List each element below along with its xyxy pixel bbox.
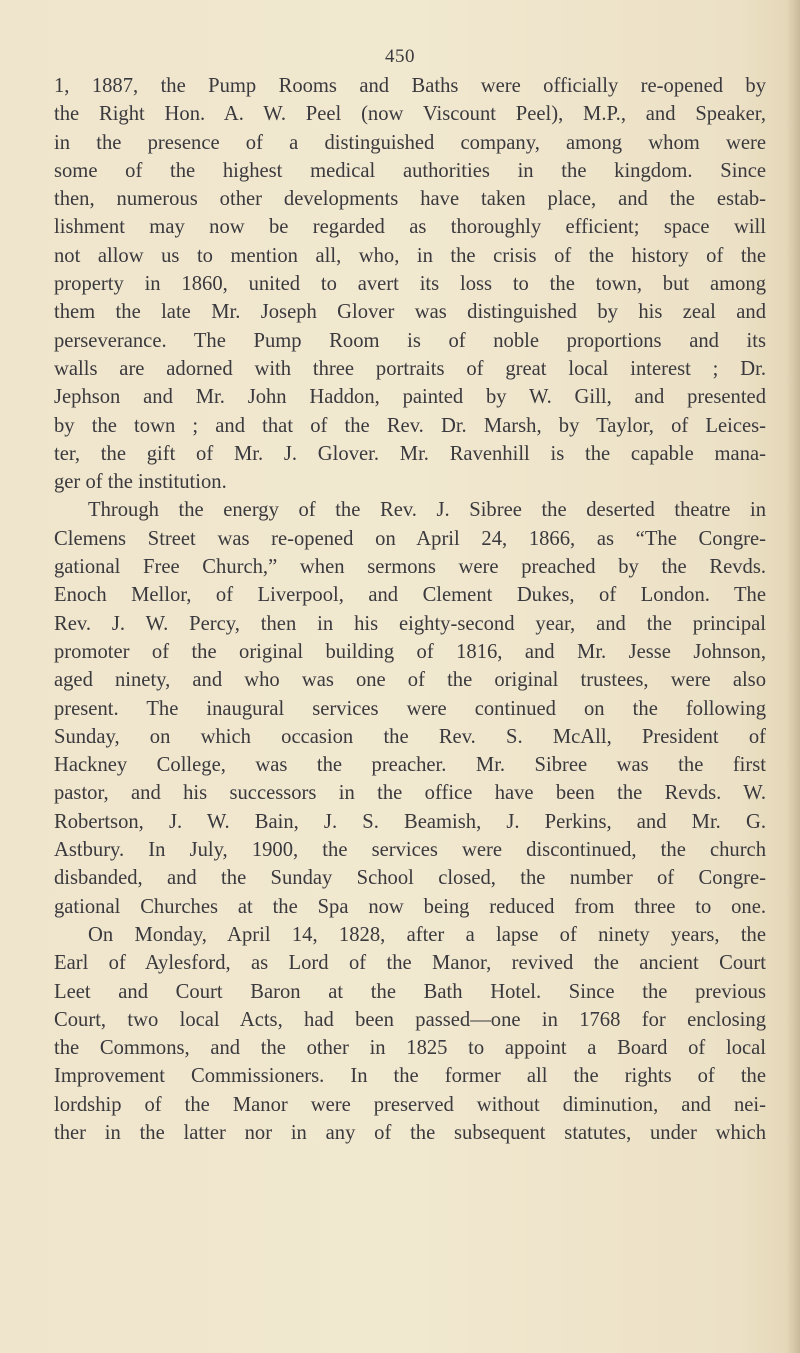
text-line: gational Churches at the Spa now being reduced from three to one. bbox=[54, 895, 766, 918]
text-line: Enoch Mellor, of Liverpool, and Clement Dukes, of London. The bbox=[54, 584, 766, 607]
text-line: walls are adorned with three portraits of great local interest ; Dr. bbox=[54, 357, 766, 380]
paragraph-2 bbox=[54, 496, 766, 920]
text-line: property in 1860, united to avert its loss to the town, but among bbox=[54, 273, 766, 296]
text-line: by the town ; and that of the Rev. Dr. Marsh, by Taylor, of Leices- bbox=[54, 414, 766, 437]
text-line: Sunday, on which occasion the Rev. S. McAll, President of bbox=[54, 725, 766, 748]
paragraph-1 bbox=[54, 72, 766, 496]
text-line: gational Free Church,” when sermons were preached by the Revds. bbox=[54, 556, 766, 579]
text-line: disbanded, and the Sunday School closed, the number of Congre- bbox=[54, 867, 766, 890]
paragraph-3 bbox=[54, 921, 766, 1147]
body-text bbox=[54, 72, 766, 1147]
text-line: ger of the institution. bbox=[54, 471, 227, 494]
text-line: On Monday, April 14, 1828, after a lapse of ninety years, the bbox=[88, 923, 766, 946]
text-line: not allow us to mention all, who, in the crisis of the history of the bbox=[54, 244, 766, 267]
text-line: aged ninety, and who was one of the original trustees, were also bbox=[54, 669, 766, 692]
text-line: Improvement Commissioners. In the former all the rights of the bbox=[54, 1065, 766, 1088]
text-line: lordship of the Manor were preserved without diminution, and nei- bbox=[54, 1093, 766, 1116]
text-line: present. The inaugural services were continued on the following bbox=[54, 697, 766, 720]
text-line: Earl of Aylesford, as Lord of the Manor, revived the ancient Court bbox=[54, 952, 766, 975]
page-edge-shadow bbox=[786, 0, 800, 1353]
text-line: ter, the gift of Mr. J. Glover. Mr. Ravenhill is the capable mana- bbox=[54, 442, 766, 465]
text-line: the Commons, and the other in 1825 to appoint a Board of local bbox=[54, 1037, 766, 1060]
text-line: perseverance. The Pump Room is of noble proportions and its bbox=[54, 329, 766, 352]
page-number: 450 bbox=[385, 46, 415, 67]
text-line: promoter of the original building of 1816, and Mr. Jesse Johnson, bbox=[54, 640, 766, 663]
text-line: pastor, and his successors in the office have been the Revds. W. bbox=[54, 782, 766, 805]
text-line: then, numerous other developments have taken place, and the estab- bbox=[54, 188, 766, 211]
text-line: Robertson, J. W. Bain, J. S. Beamish, J. Perkins, and Mr. G. bbox=[54, 810, 766, 833]
text-line: some of the highest medical authorities in the kingdom. Since bbox=[54, 159, 766, 182]
text-line: them the late Mr. Joseph Glover was distinguished by his zeal and bbox=[54, 301, 766, 324]
text-line: Through the energy of the Rev. J. Sibree the deserted theatre in bbox=[88, 499, 766, 522]
text-line: lishment may now be regarded as thoroughly efficient; space will bbox=[54, 216, 766, 239]
text-line: in the presence of a distinguished company, among whom were bbox=[54, 131, 766, 154]
text-line: ther in the latter nor in any of the subsequent statutes, under which bbox=[54, 1121, 766, 1144]
text-line: Astbury. In July, 1900, the services were discontinued, the church bbox=[54, 839, 766, 862]
text-line: Rev. J. W. Percy, then in his eighty-second year, and the principal bbox=[54, 612, 766, 635]
text-line: the Right Hon. A. W. Peel (now Viscount Peel), M.P., and Speaker, bbox=[54, 103, 766, 126]
text-line: Hackney College, was the preacher. Mr. Sibree was the first bbox=[54, 754, 766, 777]
text-line: Leet and Court Baron at the Bath Hotel. Since the previous bbox=[54, 980, 766, 1003]
text-line: Clemens Street was re-opened on April 24, 1866, as “The Congre- bbox=[54, 527, 766, 550]
text-line: Court, two local Acts, had been passed—one in 1768 for enclosing bbox=[54, 1008, 766, 1031]
text-line: Jephson and Mr. John Haddon, painted by W. Gill, and presented bbox=[54, 386, 766, 409]
text-line: 1, 1887, the Pump Rooms and Baths were officially re-opened by bbox=[54, 75, 766, 97]
